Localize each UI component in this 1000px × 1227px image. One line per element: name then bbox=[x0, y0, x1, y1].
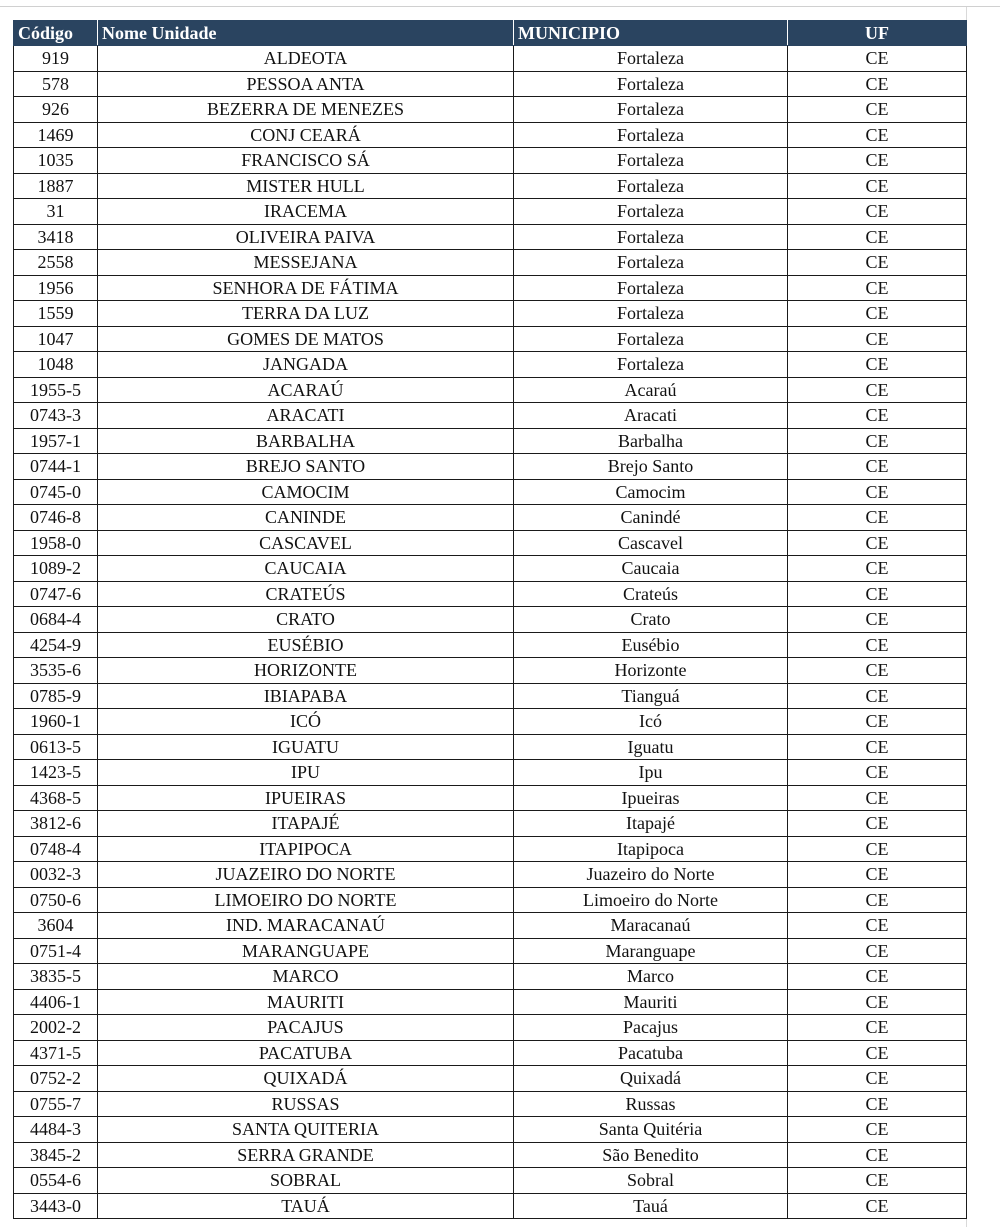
cell-nome-unidade[interactable]: IBIAPABA bbox=[98, 683, 514, 709]
cell-municipio[interactable]: Fortaleza bbox=[514, 199, 788, 225]
cell-uf[interactable]: CE bbox=[788, 530, 967, 556]
table-row bbox=[14, 964, 967, 990]
cell-municipio[interactable]: Eusébio bbox=[514, 632, 788, 658]
cell-nome-unidade[interactable]: MAURITI bbox=[98, 989, 514, 1015]
cell-codigo[interactable]: 1423-5 bbox=[14, 760, 98, 786]
table-row bbox=[14, 1193, 967, 1219]
cell-uf[interactable]: CE bbox=[788, 836, 967, 862]
cell-codigo[interactable]: 1035 bbox=[14, 148, 98, 174]
cell-uf[interactable]: CE bbox=[788, 709, 967, 735]
cell-uf[interactable]: CE bbox=[788, 1168, 967, 1194]
cell-municipio[interactable]: Tauá bbox=[514, 1193, 788, 1219]
cell-municipio[interactable]: Fortaleza bbox=[514, 46, 788, 72]
cell-municipio[interactable]: Fortaleza bbox=[514, 275, 788, 301]
cell-codigo[interactable]: 4254-9 bbox=[14, 632, 98, 658]
header-row bbox=[14, 21, 967, 46]
cell-uf[interactable]: CE bbox=[788, 683, 967, 709]
cell-uf[interactable]: CE bbox=[788, 1091, 967, 1117]
table-row bbox=[14, 632, 967, 658]
table-row bbox=[14, 887, 967, 913]
cell-municipio[interactable]: Acaraú bbox=[514, 377, 788, 403]
table-row bbox=[14, 148, 967, 174]
cell-uf[interactable]: CE bbox=[788, 887, 967, 913]
cell-municipio[interactable]: Cascavel bbox=[514, 530, 788, 556]
cell-nome-unidade[interactable]: SOBRAL bbox=[98, 1168, 514, 1194]
cell-codigo[interactable]: 3443-0 bbox=[14, 1193, 98, 1219]
cell-nome-unidade[interactable]: IRACEMA bbox=[98, 199, 514, 225]
cell-uf[interactable]: CE bbox=[788, 760, 967, 786]
cell-codigo[interactable]: 0554-6 bbox=[14, 1168, 98, 1194]
cell-uf[interactable]: CE bbox=[788, 811, 967, 837]
cell-municipio[interactable]: Caucaia bbox=[514, 556, 788, 582]
cell-municipio[interactable]: Limoeiro do Norte bbox=[514, 887, 788, 913]
cell-municipio[interactable]: Camocim bbox=[514, 479, 788, 505]
cell-uf[interactable]: CE bbox=[788, 734, 967, 760]
cell-nome-unidade[interactable]: MESSEJANA bbox=[98, 250, 514, 276]
cell-nome-unidade[interactable]: TERRA DA LUZ bbox=[98, 301, 514, 327]
cell-nome-unidade[interactable]: ACARAÚ bbox=[98, 377, 514, 403]
cell-municipio[interactable]: Brejo Santo bbox=[514, 454, 788, 480]
cell-uf[interactable]: CE bbox=[788, 913, 967, 939]
cell-uf[interactable]: CE bbox=[788, 454, 967, 480]
table-row bbox=[14, 377, 967, 403]
header-municipio[interactable]: MUNICIPIO bbox=[514, 21, 788, 46]
table-body bbox=[14, 46, 967, 1219]
cell-codigo[interactable]: 926 bbox=[14, 97, 98, 123]
cell-uf[interactable]: CE bbox=[788, 301, 967, 327]
cell-codigo[interactable]: 1559 bbox=[14, 301, 98, 327]
cell-municipio[interactable]: Ipueiras bbox=[514, 785, 788, 811]
table-row bbox=[14, 785, 967, 811]
cell-municipio[interactable]: Fortaleza bbox=[514, 224, 788, 250]
cell-municipio[interactable]: Mauriti bbox=[514, 989, 788, 1015]
cell-codigo[interactable]: 0747-6 bbox=[14, 581, 98, 607]
cell-codigo[interactable]: 0613-5 bbox=[14, 734, 98, 760]
table-row bbox=[14, 556, 967, 582]
cell-municipio[interactable]: Itapipoca bbox=[514, 836, 788, 862]
cell-codigo[interactable]: 3845-2 bbox=[14, 1142, 98, 1168]
cell-nome-unidade[interactable]: ICÓ bbox=[98, 709, 514, 735]
cell-codigo[interactable]: 0744-1 bbox=[14, 454, 98, 480]
table-row bbox=[14, 709, 967, 735]
cell-uf[interactable]: CE bbox=[788, 403, 967, 429]
cell-nome-unidade[interactable]: TAUÁ bbox=[98, 1193, 514, 1219]
cell-municipio[interactable]: Marco bbox=[514, 964, 788, 990]
cell-nome-unidade[interactable]: ITAPAJÉ bbox=[98, 811, 514, 837]
cell-municipio[interactable]: Aracati bbox=[514, 403, 788, 429]
cell-codigo[interactable]: 3418 bbox=[14, 224, 98, 250]
table-row bbox=[14, 250, 967, 276]
table-row bbox=[14, 428, 967, 454]
cell-codigo[interactable]: 4371-5 bbox=[14, 1040, 98, 1066]
cell-nome-unidade[interactable]: ITAPIPOCA bbox=[98, 836, 514, 862]
cell-codigo[interactable]: 3535-6 bbox=[14, 658, 98, 684]
table-row bbox=[14, 46, 967, 72]
cell-municipio[interactable]: Russas bbox=[514, 1091, 788, 1117]
cell-codigo[interactable]: 0748-4 bbox=[14, 836, 98, 862]
cell-municipio[interactable]: Barbalha bbox=[514, 428, 788, 454]
cell-nome-unidade[interactable]: CANINDE bbox=[98, 505, 514, 531]
cell-nome-unidade[interactable]: IPU bbox=[98, 760, 514, 786]
table-row bbox=[14, 403, 967, 429]
cell-codigo[interactable]: 919 bbox=[14, 46, 98, 72]
cell-nome-unidade[interactable]: PESSOA ANTA bbox=[98, 71, 514, 97]
cell-codigo[interactable]: 1047 bbox=[14, 326, 98, 352]
table-row bbox=[14, 224, 967, 250]
cell-uf[interactable]: CE bbox=[788, 326, 967, 352]
cell-nome-unidade[interactable]: IND. MARACANAÚ bbox=[98, 913, 514, 939]
table-row bbox=[14, 173, 967, 199]
cell-nome-unidade[interactable]: EUSÉBIO bbox=[98, 632, 514, 658]
cell-uf[interactable]: CE bbox=[788, 46, 967, 72]
table-row bbox=[14, 454, 967, 480]
cell-uf[interactable]: CE bbox=[788, 479, 967, 505]
cell-municipio[interactable]: Tianguá bbox=[514, 683, 788, 709]
cell-uf[interactable]: CE bbox=[788, 1015, 967, 1041]
cell-uf[interactable]: CE bbox=[788, 122, 967, 148]
cell-uf[interactable]: CE bbox=[788, 556, 967, 582]
cell-codigo[interactable]: 1048 bbox=[14, 352, 98, 378]
cell-codigo[interactable]: 1958-0 bbox=[14, 530, 98, 556]
cell-nome-unidade[interactable]: IPUEIRAS bbox=[98, 785, 514, 811]
cell-uf[interactable]: CE bbox=[788, 352, 967, 378]
table-row bbox=[14, 505, 967, 531]
cell-nome-unidade[interactable]: SANTA QUITERIA bbox=[98, 1117, 514, 1143]
cell-codigo[interactable]: 0743-3 bbox=[14, 403, 98, 429]
cell-nome-unidade[interactable]: CAMOCIM bbox=[98, 479, 514, 505]
cell-codigo[interactable]: 0745-0 bbox=[14, 479, 98, 505]
table-row bbox=[14, 122, 967, 148]
cell-municipio[interactable]: Maracanaú bbox=[514, 913, 788, 939]
cell-municipio[interactable]: Fortaleza bbox=[514, 352, 788, 378]
cell-codigo[interactable]: 31 bbox=[14, 199, 98, 225]
table-row bbox=[14, 581, 967, 607]
cell-municipio[interactable]: Fortaleza bbox=[514, 250, 788, 276]
cell-nome-unidade[interactable]: SENHORA DE FÁTIMA bbox=[98, 275, 514, 301]
cell-codigo[interactable]: 1089-2 bbox=[14, 556, 98, 582]
cell-nome-unidade[interactable]: CONJ CEARÁ bbox=[98, 122, 514, 148]
cell-uf[interactable]: CE bbox=[788, 250, 967, 276]
cell-codigo[interactable]: 0752-2 bbox=[14, 1066, 98, 1092]
cell-codigo[interactable]: 3812-6 bbox=[14, 811, 98, 837]
cell-municipio[interactable]: Fortaleza bbox=[514, 122, 788, 148]
cell-uf[interactable]: CE bbox=[788, 1066, 967, 1092]
cell-municipio[interactable]: Pacajus bbox=[514, 1015, 788, 1041]
cell-nome-unidade[interactable]: PACAJUS bbox=[98, 1015, 514, 1041]
cell-nome-unidade[interactable]: BREJO SANTO bbox=[98, 454, 514, 480]
cell-codigo[interactable]: 1955-5 bbox=[14, 377, 98, 403]
table-row bbox=[14, 479, 967, 505]
cell-nome-unidade[interactable]: MARANGUAPE bbox=[98, 938, 514, 964]
cell-uf[interactable]: CE bbox=[788, 658, 967, 684]
cell-codigo[interactable]: 1469 bbox=[14, 122, 98, 148]
cell-uf[interactable]: CE bbox=[788, 1193, 967, 1219]
cell-uf[interactable]: CE bbox=[788, 1040, 967, 1066]
cell-uf[interactable]: CE bbox=[788, 224, 967, 250]
cell-municipio[interactable]: Icó bbox=[514, 709, 788, 735]
table-row bbox=[14, 1168, 967, 1194]
cell-codigo[interactable]: 4484-3 bbox=[14, 1117, 98, 1143]
cell-municipio[interactable]: Quixadá bbox=[514, 1066, 788, 1092]
cell-nome-unidade[interactable]: JUAZEIRO DO NORTE bbox=[98, 862, 514, 888]
table-row bbox=[14, 836, 967, 862]
table-row bbox=[14, 1142, 967, 1168]
cell-uf[interactable]: CE bbox=[788, 377, 967, 403]
cell-uf[interactable]: CE bbox=[788, 581, 967, 607]
cell-municipio[interactable]: Horizonte bbox=[514, 658, 788, 684]
table-row bbox=[14, 1091, 967, 1117]
cell-municipio[interactable]: Santa Quitéria bbox=[514, 1117, 788, 1143]
table-row bbox=[14, 1015, 967, 1041]
header-codigo[interactable]: Código bbox=[14, 21, 98, 46]
cell-municipio[interactable]: Fortaleza bbox=[514, 148, 788, 174]
header-uf[interactable]: UF bbox=[788, 21, 967, 46]
cell-codigo[interactable]: 3604 bbox=[14, 913, 98, 939]
cell-municipio[interactable]: Crato bbox=[514, 607, 788, 633]
cell-uf[interactable]: CE bbox=[788, 505, 967, 531]
cell-municipio[interactable]: Fortaleza bbox=[514, 97, 788, 123]
cell-uf[interactable]: CE bbox=[788, 964, 967, 990]
cell-codigo[interactable]: 2002-2 bbox=[14, 1015, 98, 1041]
cell-nome-unidade[interactable]: GOMES DE MATOS bbox=[98, 326, 514, 352]
cell-uf[interactable]: CE bbox=[788, 148, 967, 174]
cell-codigo[interactable]: 0746-8 bbox=[14, 505, 98, 531]
table-row bbox=[14, 1040, 967, 1066]
table-row bbox=[14, 530, 967, 556]
cell-uf[interactable]: CE bbox=[788, 785, 967, 811]
cell-codigo[interactable]: 578 bbox=[14, 71, 98, 97]
cell-uf[interactable]: CE bbox=[788, 938, 967, 964]
cell-codigo[interactable]: 2558 bbox=[14, 250, 98, 276]
header-nome-unidade[interactable]: Nome Unidade bbox=[98, 21, 514, 46]
cell-nome-unidade[interactable]: IGUATU bbox=[98, 734, 514, 760]
table-row bbox=[14, 301, 967, 327]
cell-municipio[interactable]: Iguatu bbox=[514, 734, 788, 760]
table-row bbox=[14, 71, 967, 97]
cell-uf[interactable]: CE bbox=[788, 1142, 967, 1168]
table-row bbox=[14, 326, 967, 352]
cell-uf[interactable]: CE bbox=[788, 199, 967, 225]
cell-municipio[interactable]: Itapajé bbox=[514, 811, 788, 837]
table-row bbox=[14, 989, 967, 1015]
cell-nome-unidade[interactable]: BEZERRA DE MENEZES bbox=[98, 97, 514, 123]
units-table bbox=[13, 20, 967, 1219]
cell-nome-unidade[interactable]: JANGADA bbox=[98, 352, 514, 378]
table-row bbox=[14, 607, 967, 633]
cell-municipio[interactable]: Fortaleza bbox=[514, 71, 788, 97]
cell-municipio[interactable]: Crateús bbox=[514, 581, 788, 607]
table-row bbox=[14, 683, 967, 709]
cell-codigo[interactable]: 1957-1 bbox=[14, 428, 98, 454]
cell-nome-unidade[interactable]: CRATEÚS bbox=[98, 581, 514, 607]
cell-municipio[interactable]: Fortaleza bbox=[514, 326, 788, 352]
cell-uf[interactable]: CE bbox=[788, 632, 967, 658]
cell-nome-unidade[interactable]: RUSSAS bbox=[98, 1091, 514, 1117]
cell-uf[interactable]: CE bbox=[788, 428, 967, 454]
cell-codigo[interactable]: 1960-1 bbox=[14, 709, 98, 735]
cell-codigo[interactable]: 4368-5 bbox=[14, 785, 98, 811]
table-row bbox=[14, 352, 967, 378]
cell-municipio[interactable]: Sobral bbox=[514, 1168, 788, 1194]
cell-nome-unidade[interactable]: PACATUBA bbox=[98, 1040, 514, 1066]
cell-uf[interactable]: CE bbox=[788, 275, 967, 301]
table-row bbox=[14, 862, 967, 888]
cell-codigo[interactable]: 0032-3 bbox=[14, 862, 98, 888]
cell-nome-unidade[interactable]: QUIXADÁ bbox=[98, 1066, 514, 1092]
cell-uf[interactable]: CE bbox=[788, 71, 967, 97]
cell-nome-unidade[interactable]: CRATO bbox=[98, 607, 514, 633]
cell-nome-unidade[interactable]: FRANCISCO SÁ bbox=[98, 148, 514, 174]
cell-municipio[interactable]: Pacatuba bbox=[514, 1040, 788, 1066]
cell-nome-unidade[interactable]: CASCAVEL bbox=[98, 530, 514, 556]
cell-uf[interactable]: CE bbox=[788, 1117, 967, 1143]
cell-uf[interactable]: CE bbox=[788, 173, 967, 199]
table-row bbox=[14, 1117, 967, 1143]
table-row bbox=[14, 760, 967, 786]
cell-uf[interactable]: CE bbox=[788, 989, 967, 1015]
cell-codigo[interactable]: 0751-4 bbox=[14, 938, 98, 964]
cell-codigo[interactable]: 4406-1 bbox=[14, 989, 98, 1015]
cell-municipio[interactable]: Ipu bbox=[514, 760, 788, 786]
table-row bbox=[14, 275, 967, 301]
cell-codigo[interactable]: 0755-7 bbox=[14, 1091, 98, 1117]
sheet-top-border bbox=[0, 6, 1000, 7]
cell-municipio[interactable]: Fortaleza bbox=[514, 173, 788, 199]
cell-codigo[interactable]: 0750-6 bbox=[14, 887, 98, 913]
table-row bbox=[14, 199, 967, 225]
cell-municipio[interactable]: Fortaleza bbox=[514, 301, 788, 327]
table-row bbox=[14, 734, 967, 760]
cell-codigo[interactable]: 1887 bbox=[14, 173, 98, 199]
cell-nome-unidade[interactable]: MISTER HULL bbox=[98, 173, 514, 199]
cell-nome-unidade[interactable]: MARCO bbox=[98, 964, 514, 990]
cell-municipio[interactable]: Canindé bbox=[514, 505, 788, 531]
cell-nome-unidade[interactable]: ALDEOTA bbox=[98, 46, 514, 72]
table-row bbox=[14, 1066, 967, 1092]
cell-codigo[interactable]: 1956 bbox=[14, 275, 98, 301]
cell-uf[interactable]: CE bbox=[788, 97, 967, 123]
cell-uf[interactable]: CE bbox=[788, 862, 967, 888]
cell-nome-unidade[interactable]: CAUCAIA bbox=[98, 556, 514, 582]
cell-nome-unidade[interactable]: SERRA GRANDE bbox=[98, 1142, 514, 1168]
cell-uf[interactable]: CE bbox=[788, 607, 967, 633]
table-row bbox=[14, 938, 967, 964]
table-row bbox=[14, 97, 967, 123]
cell-nome-unidade[interactable]: LIMOEIRO DO NORTE bbox=[98, 887, 514, 913]
table-row bbox=[14, 811, 967, 837]
cell-municipio[interactable]: São Benedito bbox=[514, 1142, 788, 1168]
cell-municipio[interactable]: Juazeiro do Norte bbox=[514, 862, 788, 888]
cell-codigo[interactable]: 0785-9 bbox=[14, 683, 98, 709]
table-row bbox=[14, 658, 967, 684]
cell-nome-unidade[interactable]: HORIZONTE bbox=[98, 658, 514, 684]
cell-codigo[interactable]: 0684-4 bbox=[14, 607, 98, 633]
cell-nome-unidade[interactable]: BARBALHA bbox=[98, 428, 514, 454]
cell-codigo[interactable]: 3835-5 bbox=[14, 964, 98, 990]
cell-nome-unidade[interactable]: ARACATI bbox=[98, 403, 514, 429]
table-row bbox=[14, 913, 967, 939]
cell-nome-unidade[interactable]: OLIVEIRA PAIVA bbox=[98, 224, 514, 250]
cell-municipio[interactable]: Maranguape bbox=[514, 938, 788, 964]
